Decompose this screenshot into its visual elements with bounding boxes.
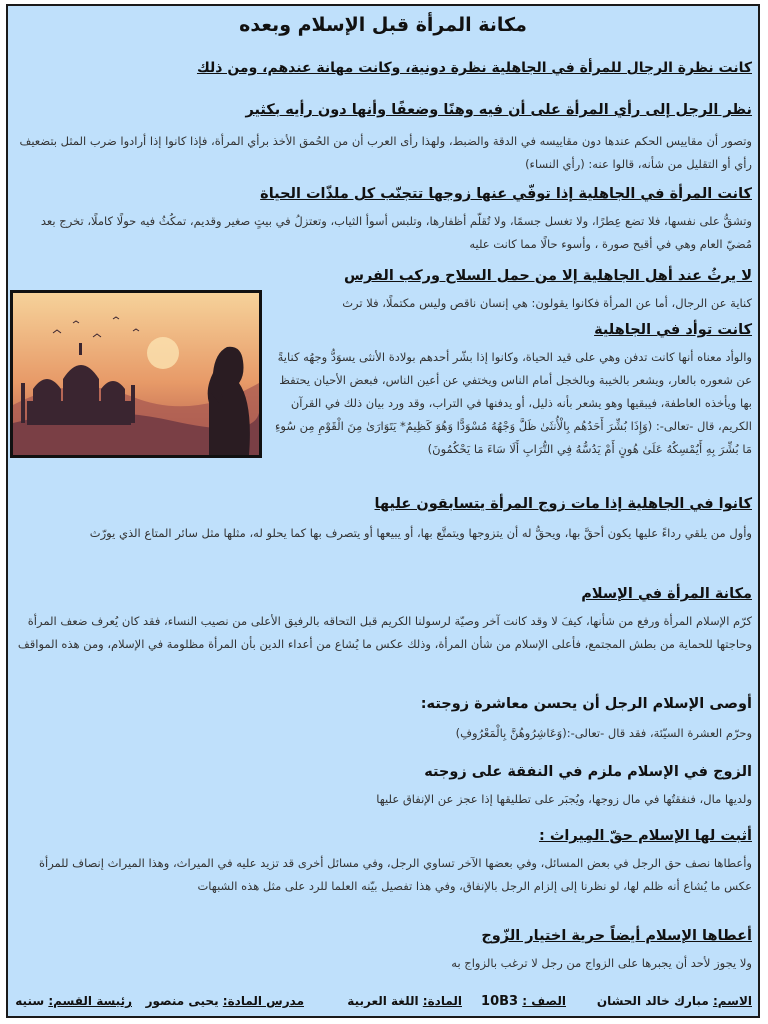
- head-label: رئيسة القسم:: [48, 994, 132, 1008]
- section-heading-10: أعطاها الإسلام أيضاً حرية اختيار الزّوج: [481, 928, 752, 944]
- subject-value: اللغة العربية: [347, 994, 419, 1008]
- section-text-4: والوأد معناه أنها كانت تدفن وهي على قيد الحياة، وكانوا إذا بشّر أحدهم بولادة الأنثى يسوَدُّ وجهُه كنايةً عن شعوره بالعار، ويشعر بالخيبة وبالخجل أمام الناس ويختفي عن أعين الناس، فبعض الأحيان يحتفظ بها ويأخذه العاطفة، فيبقيها وهو يشعر بأنه ذليل، أو يدفنها في التراب، وقد ورد بيان ذلك في القرآن الكريم، قال -تعالى-: (وَإِذَا بُشِّرَ أَحَدُهُم بِالْأُنثَىٰ ظَلَّ وَجْهُهُ مُسْوَدًّا وَهُوَ كَظِيمٌ* يَتَوَارَىٰ مِنَ الْقَوْمِ مِن سُوءِ مَا بُشِّرَ بِهِ أَيُمْسِكُهُ عَلَىٰ هُونٍ أَمْ يَدُسُّهُ فِي التُّرَابِ أَلَا سَاءَ مَا يَحْكُمُونَ): [274, 350, 752, 456]
- teacher-label: مدرس المادة:: [222, 994, 304, 1008]
- section-heading-2: كانت المرأة في الجاهلية إذا توفّي عنها زوجها تتجنّب كل ملذّات الحياة: [260, 186, 752, 202]
- section-text-3: كناية عن الرجال، أما عن المرأة فكانوا يقولون: هي إنسان ناقص وليس مكتملًا، فلا ترث: [342, 296, 752, 310]
- section-heading-6: مكانة المرأة في الإسلام: [581, 586, 752, 602]
- section-text-9: وأعطاها نصف حق الرجل في بعض المسائل، وفي بعضها الآخر تساوي الرجل، وفي مسائل أخرى قد تزيد عليه في الميراث، وهذا الميراث إنصاف للمرأة عكس ما يُشاع أنه ظلم لها، لو نظرنا إلى إلزام الرجل بالإنفاق، وفي هذا تفصيل بيّنه العلما للرد على مثل هذه الشبهات: [38, 856, 752, 893]
- illustration-woman-mosque: [10, 290, 262, 458]
- section-heading-3: لا يرثُ عند أهل الجاهلية إلا من حمل السلاح وركب الفرس: [343, 268, 752, 284]
- teacher-value: يحيى منصور: [145, 994, 219, 1008]
- section-heading-9: أثبت لها الإسلام حقّ المِيراث :: [539, 828, 752, 844]
- subject-label: المادة:: [422, 994, 462, 1008]
- section-text-1: وتصور أن مقاييس الحكم عندها دون مقاييسه في الدقة والضبط، ولهذا رأى العرب أن من الحُمق الأخذ برأي المرأة، فإذا كانوا إذا أرادوا ضرب المثل بتضعيف رأي أو التقليل من شأنه، قالوا عنه: (رأي النساء): [19, 134, 752, 171]
- section-heading-5: كانوا في الجاهلية إذا مات زوج المرأة يتسابقون عليها: [374, 496, 752, 512]
- section-heading-7: أوصى الإسلام الرجل أن يحسن معاشرة زوجته:: [420, 696, 752, 712]
- section-text-6: كرّم الإسلام المرأة ورفع من شأنها، كيفَ لا وقد كانت آخر وصيّة لرسولنا الكريم قبل التحاقه بالرفيق الأعلى من نصيب النساء، فقد كان يُعرف ضعف المرأة وحاجتها للحماية من بطش المجتمع، فأعلى الإسلام من شأن المرأة، وذلك عكس ما يُشاع من أعداء الدين بأن المرأة مظلومة في الإسلام، ومن هذه المواقف: [17, 614, 752, 651]
- name-label: الاسم:: [712, 994, 752, 1008]
- sunset-mosque-image: [13, 293, 259, 455]
- section-heading-4: كانت توأد في الجاهلية: [594, 322, 752, 338]
- section-text-10: ولا يجوز لأحد أن يجبرها على الزواج من رجل لا ترغب بالزواج به: [451, 956, 752, 970]
- head-value: سنيه: [15, 994, 45, 1008]
- footer-name: [597, 994, 752, 1008]
- section-heading-1: نظر الرجل إلى رأي المرأة على أن فيه وهنًا وضعفًا وأنها دون رأيه بكثير: [245, 102, 752, 118]
- class-value: 10B3: [481, 994, 519, 1009]
- section-text-8: ولديها مال، فنفقتُها في مال زوجها، ويُجبَر على تطليقها إذا عجز عن الإنفاق عليها: [376, 792, 752, 806]
- footer-head: [15, 994, 132, 1008]
- section-heading-8: الزوج في الإسلام ملزم في النفقة على زوجته: [424, 764, 752, 780]
- footer-teacher: [146, 994, 304, 1008]
- intro-heading: كانت نظرة الرجال للمرأة في الجاهلية نظرة دونية، وكانت مهانة عندهم، ومن ذلك: [196, 60, 752, 76]
- footer-subject: [347, 994, 462, 1008]
- worksheet-page: [6, 4, 760, 1018]
- section-text-7: وحرّم العشرة السيّئة، فقد قال -تعالى-:(وَعَاشِرُوهُنَّ بِالْمَعْرُوفِ): [455, 726, 752, 740]
- class-label: الصف :: [522, 994, 566, 1008]
- page-title: مكانة المرأة قبل الإسلام وبعده: [239, 14, 527, 36]
- name-value: مبارك خالد الحشان: [596, 994, 709, 1008]
- section-text-5: وأول من يلقي رداءً عليها يكون أحقَّ بها، ويحقُّ له أن يتزوجها ويتمتَّع بها، أو يبيعها أو يتصرف بها كما يحلو له، مثلها مثل سائر المتاع الذي يورّث: [89, 526, 752, 540]
- section-text-2: وتشقُّ على نفسها، فلا تضع عِطرًا، ولا تغسل جسمًا، ولا تُقلّم أظفارها، وتلبس أسوأ الثياب، وتعتزلُ في بيتٍ صغير وقديم، تمكُثُ فيه حولًا كاملًا، تخرج بعد مُضيّ العام وهي في أقبح صورة ، وأسوء حالًا مما كانت عليه: [40, 214, 752, 251]
- footer-class: [481, 994, 566, 1009]
